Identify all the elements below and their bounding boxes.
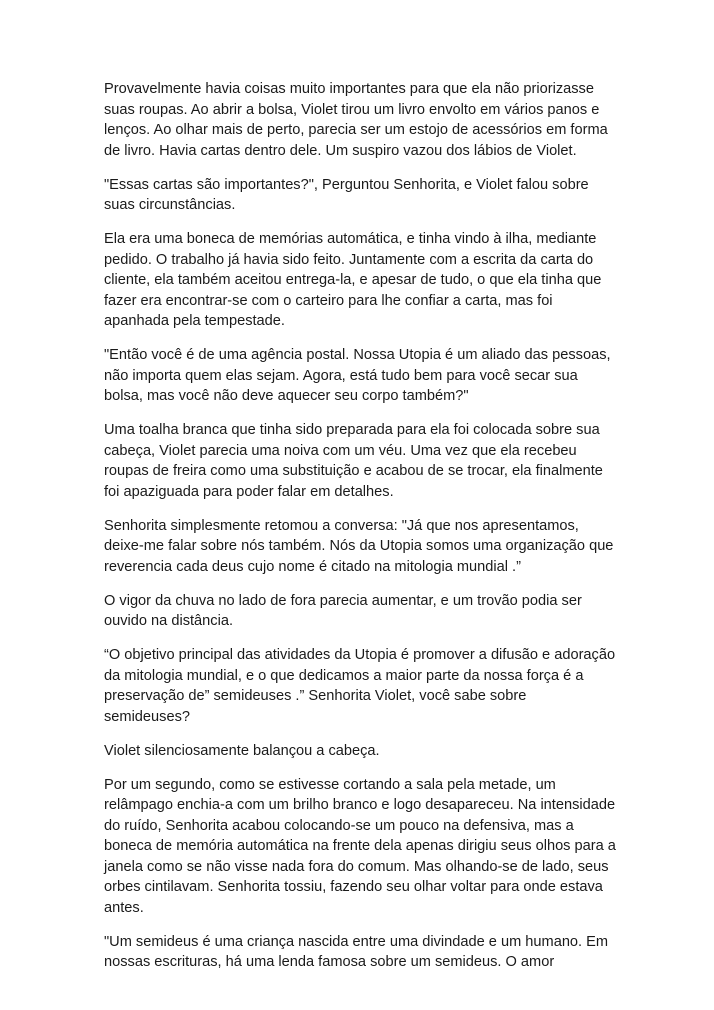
paragraph: "Então você é de uma agência postal. Nossa Utopia é um aliado das pessoas, não importa quem elas sejam. Agora, está tudo bem para você secar sua bolsa, mas você não deve aquecer seu corpo também?" — [104, 347, 611, 404]
paragraph: Violet silenciosamente balançou a cabeça. — [104, 742, 380, 759]
paragraph: Por um segundo, como se estivesse cortando a sala pela metade, um relâmpago enchia-a com um brilho branco e logo desapareceu. Na intensidade do ruído, Senhorita acabou colocando-se um pouco na defensiva, mas a boneca de memória automática na frente dela apenas dirigiu seus olhos para a janela como se não visse nada fora do comum. Mas olhando-se de lado, seus orbes cintilavam. Senhorita tossiu, fazendo seu olhar voltar para onde estava antes. — [104, 776, 616, 916]
paragraph: "Essas cartas são importantes?", Perguntou Senhorita, e Violet falou sobre suas circunstâncias. — [104, 176, 589, 213]
paragraph: Provavelmente havia coisas muito importantes para que ela não priorizasse suas roupas. Ao abrir a bolsa, Violet tirou um livro envolto em vários panos e lenços. Ao olhar mais de perto, parecia ser um estojo de acessórios em forma de livro. Havia cartas dentro dele. Um suspiro vazou dos lábios de Violet. — [104, 81, 608, 159]
paragraph: O vigor da chuva no lado de fora parecia aumentar, e um trovão podia ser ouvido na distância. — [104, 592, 582, 629]
document-body — [104, 79, 616, 986]
paragraph: Uma toalha branca que tinha sido preparada para ela foi colocada sobre sua cabeça, Violet parecia uma noiva com um véu. Uma vez que ela recebeu roupas de freira como uma substituição e acabou de se trocar, ela finalmente foi apaziguada para poder falar em detalhes. — [104, 422, 603, 500]
paragraph: Ela era uma boneca de memórias automática, e tinha vindo à ilha, mediante pedido. O trabalho já havia sido feito. Juntamente com a escrita da carta do cliente, ela também aceitou entrega-la, e apesar de tudo, o que ela tinha que fazer era encontrar-se com o carteiro para lhe confiar a carta, mas foi apanhada pela tempestade. — [104, 231, 602, 329]
paragraph: Senhorita simplesmente retomou a conversa: "Já que nos apresentamos, deixe-me falar sobre nós também. Nós da Utopia somos uma organização que reverencia cada deus cujo nome é citado na mitologia mundial .” — [104, 517, 614, 575]
paragraph: “O objetivo principal das atividades da Utopia é promover a difusão e adoração da mitologia mundial, e o que dedicamos a maior parte da nossa força é a preservação de” semideuses .” Senhorita Violet, você sabe sobre semideuses? — [104, 647, 616, 725]
paragraph: "Um semideus é uma criança nascida entre uma divindade e um humano. Em nossas escrituras, há uma lenda famosa sobre um semideus. O amor — [104, 933, 609, 970]
